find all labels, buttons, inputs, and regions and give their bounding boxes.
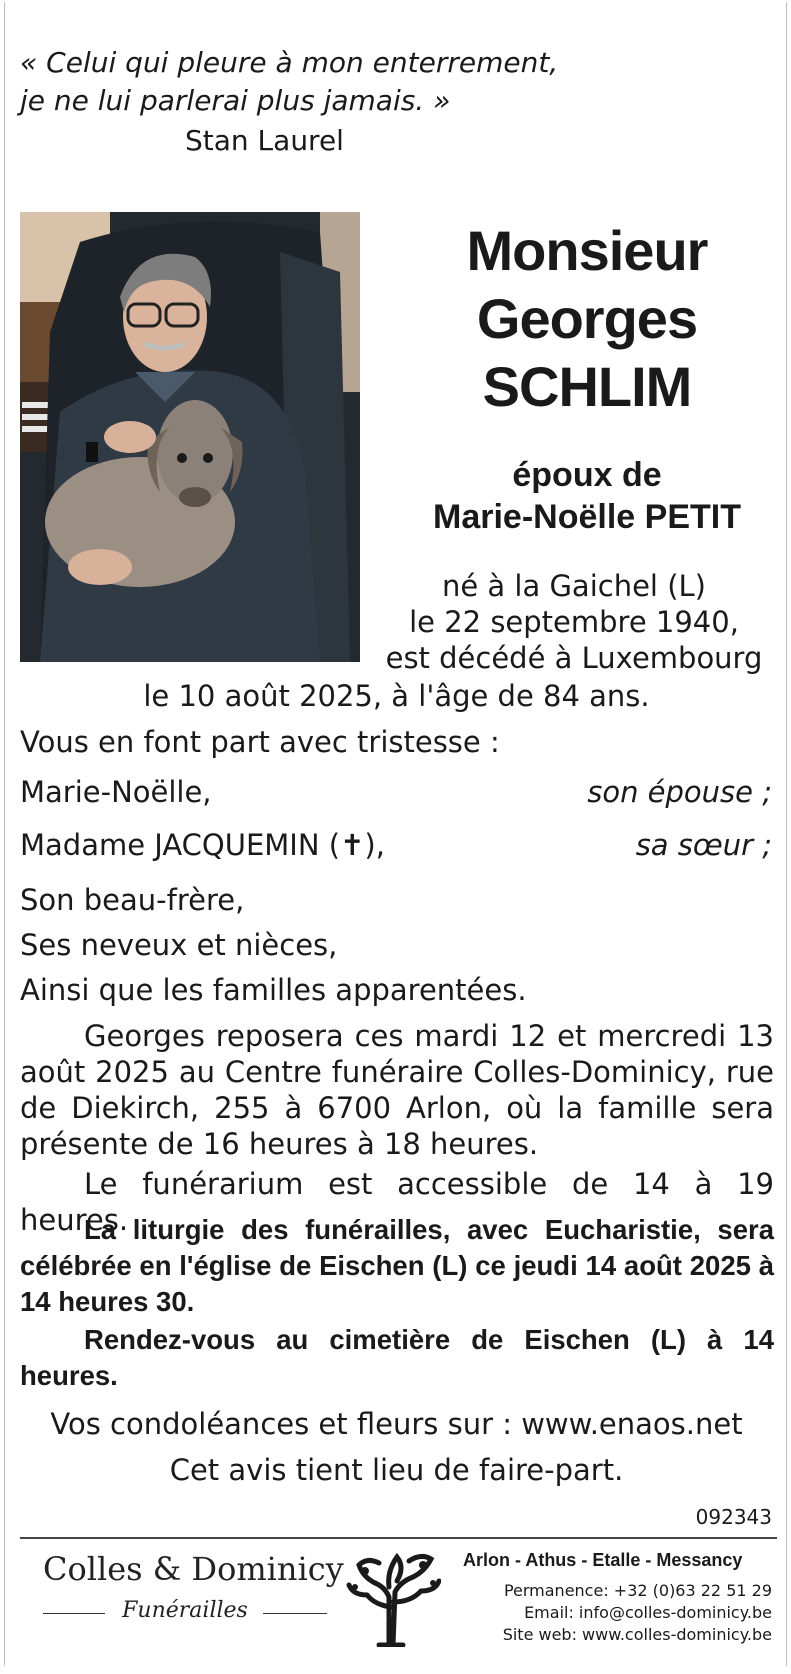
birth-place: né à la Gaichel (L) bbox=[441, 569, 706, 603]
quote-line-2: je ne lui parlerai plus jamais. » bbox=[20, 84, 451, 117]
branch-locations: Arlon - Athus - Etalle - Messancy bbox=[463, 1550, 743, 1570]
liturgy-paragraph: La liturgie des funérailles, avec Eucharistie, sera célébrée en l'église de Eischen (L) ce jeudi 14 août 2025 à 14 heures 30. bbox=[20, 1214, 774, 1317]
funeral-home-subtitle: Funérailles bbox=[122, 1598, 248, 1623]
death-place: est décédé à Luxembourg bbox=[385, 641, 763, 675]
family-other: Ses neveux et nièces, bbox=[20, 928, 338, 962]
condolences-line: Vos condoléances et fleurs sur : www.enaos.net bbox=[50, 1407, 743, 1441]
contact-website: Site web: www.colles-dominicy.be bbox=[502, 1625, 772, 1644]
deceased-name bbox=[387, 217, 787, 421]
family-member-name: Madame JACQUEMIN (✝), bbox=[20, 828, 385, 862]
notice-line: Cet avis tient lieu de faire-part. bbox=[169, 1453, 624, 1487]
spouse-info bbox=[387, 454, 787, 538]
deceased-title: Monsieur bbox=[466, 219, 708, 282]
family-member-role: son épouse ; bbox=[587, 775, 772, 809]
funerarium-hours: Le funérarium est accessible de 14 à 19 heures. bbox=[20, 1167, 774, 1237]
obituary-notice bbox=[4, 2, 787, 1666]
contact-phone: Permanence: +32 (0)63 22 51 29 bbox=[503, 1581, 772, 1600]
spouse-name: Marie-Noëlle PETIT bbox=[433, 498, 741, 536]
family-other: Son beau-frère, bbox=[20, 883, 245, 917]
tree-icon bbox=[345, 1547, 441, 1647]
quote-author: Stan Laurel bbox=[185, 124, 344, 157]
footer-divider bbox=[20, 1537, 777, 1539]
portrait-photo bbox=[20, 212, 360, 662]
funeral-home-logo: Colles & Dominicy bbox=[43, 1550, 344, 1588]
family-other: Ainsi que les familles apparentées. bbox=[20, 973, 527, 1007]
epigraph-quote bbox=[20, 44, 558, 120]
logo-rule-right bbox=[263, 1613, 327, 1614]
death-date: le 10 août 2025, à l'âge de 84 ans. bbox=[143, 679, 650, 713]
quote-line-1: « Celui qui pleure à mon enterrement, bbox=[20, 46, 559, 79]
deceased-last-name: SCHLIM bbox=[482, 355, 692, 418]
family-member-name: Marie-Noëlle, bbox=[20, 775, 212, 809]
family-member-role: sa sœur ; bbox=[635, 828, 772, 862]
cemetery-paragraph: Rendez-vous au cimetière de Eischen (L) à 14 heures. bbox=[20, 1324, 774, 1391]
visitation-paragraph: Georges reposera ces mardi 12 et mercredi 13 août 2025 au Centre funéraire Colles-Dominicy, rue de Diekirch, 255 à 6700 Arlon, où la famille sera présente de 16 heures à 18 heures. bbox=[20, 1019, 774, 1161]
birth-death-info bbox=[371, 568, 777, 676]
reference-number: 092343 bbox=[695, 1505, 772, 1529]
family-intro: Vous en font part avec tristesse : bbox=[20, 725, 500, 759]
spouse-intro: époux de bbox=[512, 456, 662, 494]
contact-email: Email: info@colles-dominicy.be bbox=[524, 1603, 772, 1622]
birth-date: le 22 septembre 1940, bbox=[409, 605, 739, 639]
deceased-first-name: Georges bbox=[476, 287, 698, 350]
